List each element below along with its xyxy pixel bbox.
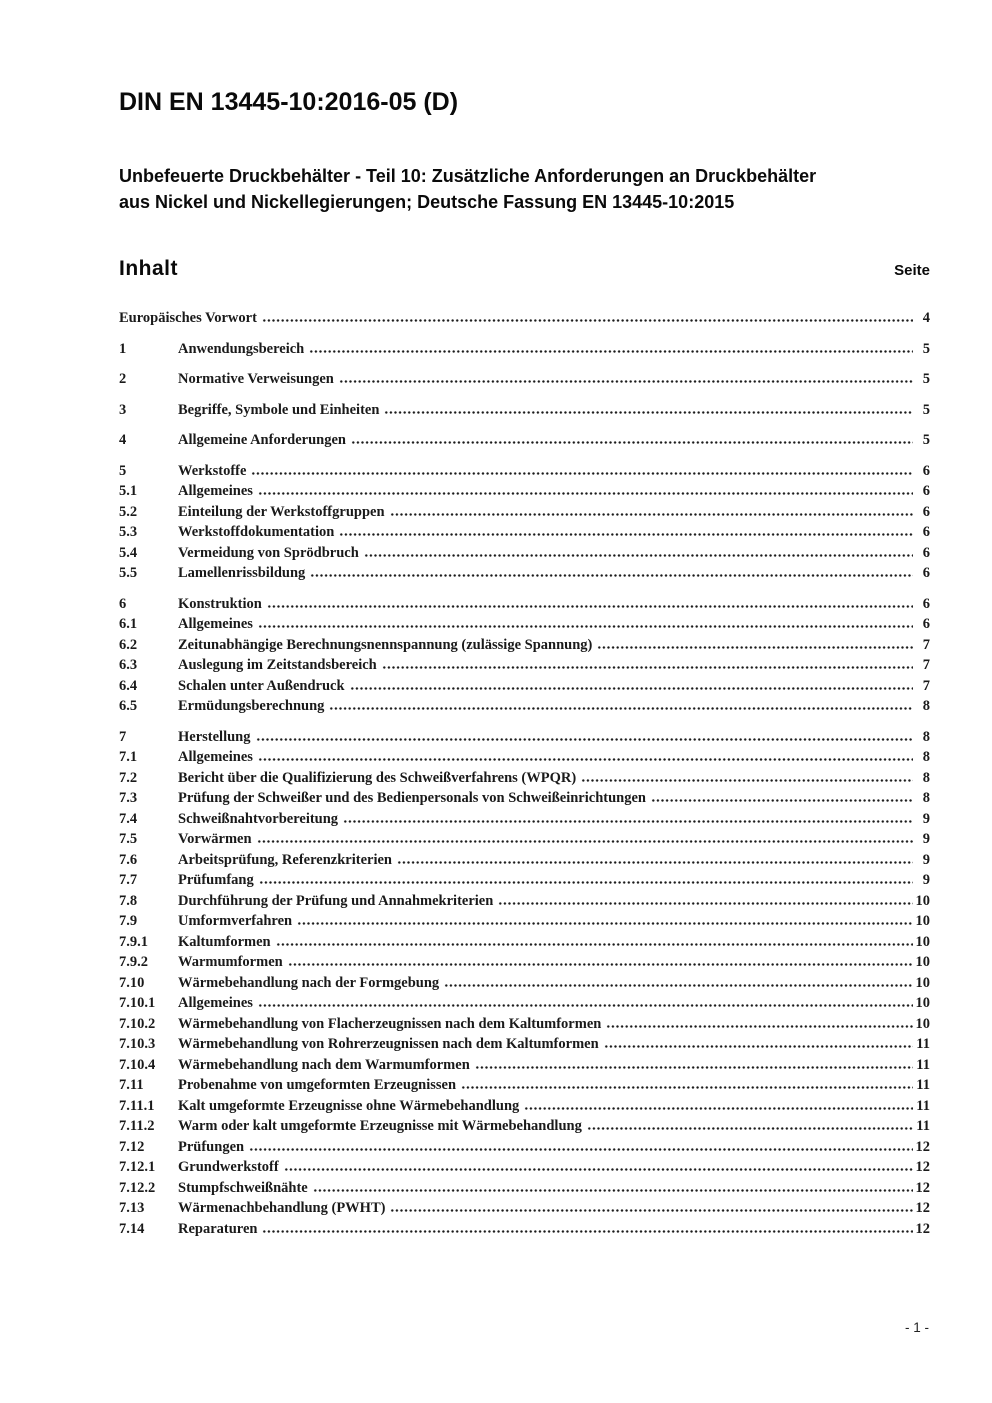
toc-entry	[119, 1157, 930, 1178]
toc-entry-number: 7.8	[119, 892, 138, 909]
toc-entry	[119, 696, 930, 717]
toc-entry-title: Wärmenachbehandlung (PWHT)	[178, 1200, 386, 1216]
toc-entry-number: 7.2	[119, 769, 138, 786]
dot-leader	[604, 1045, 913, 1048]
toc-entry	[119, 768, 930, 789]
toc-entry	[119, 522, 930, 543]
toc-entry-page: 11	[916, 1036, 930, 1052]
dot-leader	[276, 943, 913, 946]
toc-group	[119, 339, 930, 360]
toc-entry-title: Einteilung der Werkstoffgruppen	[178, 503, 385, 520]
toc-entry-title: Grundwerkstoff	[178, 1159, 279, 1175]
toc-entry-page: 10	[915, 1015, 930, 1032]
toc-entry-title: Anwendungsbereich	[178, 340, 305, 357]
toc-entry-number: 7.9.2	[119, 954, 148, 970]
toc-entry-number: 6.4	[119, 677, 138, 694]
dot-leader	[258, 1004, 913, 1007]
page-number-footer: - 1 -	[904, 1320, 929, 1335]
toc-entry-page: 7	[922, 636, 930, 653]
toc-entry-page: 6	[922, 595, 930, 612]
toc-entry	[119, 1219, 930, 1240]
toc-entry	[119, 1198, 930, 1219]
toc-entry-number: 2	[119, 371, 127, 387]
toc-entry	[119, 1096, 930, 1117]
toc-entry	[119, 809, 930, 830]
toc-entry-page: 12	[915, 1220, 930, 1237]
toc-entry-title: Allgemeines	[178, 749, 253, 765]
toc-entry-page: 5	[922, 401, 930, 418]
toc-entry-number: 7.10.1	[119, 995, 156, 1011]
toc-entry-title: Wärmebehandlung nach dem Warmumformen	[178, 1056, 470, 1073]
toc-entry-number: 3	[119, 401, 127, 418]
toc-entry-title: Probenahme von umgeformten Erzeugnissen	[178, 1077, 457, 1093]
toc-entry-page: 6	[922, 503, 930, 520]
toc-entry-title: Wärmebehandlung von Rohrerzeugnissen nach dem Kaltumformen	[178, 1036, 599, 1052]
toc-entry-number: 6.3	[119, 657, 138, 673]
toc-entry-title: Zeitunabhängige Berechnungsnennspannung (zulässige Spannung)	[178, 636, 593, 653]
toc-entry-page: 5	[922, 340, 930, 357]
toc-entry-number: 5	[119, 462, 127, 479]
toc-entry-number: 5.2	[119, 503, 138, 520]
toc-entry-number: 5.1	[119, 483, 138, 499]
toc-entry-page: 6	[922, 544, 930, 561]
toc-entry-number: 5.4	[119, 544, 138, 561]
dot-leader	[329, 707, 913, 710]
toc-entry-page: 7	[922, 657, 930, 673]
dot-leader	[524, 1107, 913, 1110]
toc-entry	[119, 563, 930, 584]
toc-entry-title: Warm oder kalt umgeformte Erzeugnisse mit Wärmebehandlung	[178, 1118, 582, 1134]
dot-leader	[297, 922, 912, 925]
toc-entry-page: 8	[922, 790, 930, 806]
dot-leader	[313, 1189, 913, 1192]
toc-entry	[119, 481, 930, 502]
toc-page-column-label: Seite	[894, 262, 930, 279]
dot-leader	[390, 513, 913, 516]
dot-leader	[258, 758, 913, 761]
toc-entry-number: 7.12	[119, 1138, 145, 1155]
dot-leader	[350, 687, 913, 690]
dot-leader	[587, 1127, 913, 1130]
toc-entry-title: Prüfung der Schweißer und des Bedienpersonals von Schweißeinrichtungen	[178, 790, 646, 806]
toc-entry-title: Allgemeines	[178, 483, 253, 499]
toc-entry-page: 12	[915, 1138, 930, 1155]
toc-entry-title: Wärmebehandlung nach der Formgebung	[178, 974, 440, 991]
toc-entry-page: 10	[915, 974, 930, 991]
toc-entry-number: 7.10.4	[119, 1056, 156, 1073]
toc-entry-title: Europäisches Vorwort	[119, 310, 257, 326]
toc-group	[119, 727, 930, 1240]
toc-entry-title: Warmumformen	[178, 954, 283, 970]
dot-leader	[461, 1086, 913, 1089]
dot-leader	[258, 625, 913, 628]
toc-entry-page: 10	[915, 954, 930, 970]
toc-group	[119, 430, 930, 451]
toc-entry-title: Werkstoffdokumentation	[178, 524, 335, 540]
dot-leader	[256, 738, 914, 741]
dot-leader	[475, 1066, 913, 1069]
toc-entry-title: Ermüdungsberechnung	[178, 698, 325, 714]
toc-entry-page: 11	[916, 1077, 930, 1093]
toc-entry-page: 6	[922, 483, 930, 499]
toc-entry-title: Werkstoffe	[178, 462, 247, 479]
toc-entry	[119, 635, 930, 656]
toc-entry-number: 1	[119, 340, 127, 357]
toc-header	[119, 257, 930, 281]
dot-leader	[498, 902, 912, 905]
toc-entry	[119, 308, 930, 329]
toc-entry	[119, 829, 930, 850]
toc-entry-number: 6.2	[119, 636, 138, 653]
dot-leader	[651, 799, 913, 802]
toc-entry	[119, 430, 930, 451]
toc-entry-page: 7	[922, 677, 930, 694]
toc-entry	[119, 891, 930, 912]
toc-entry-title: Vorwärmen	[178, 831, 252, 847]
toc-entry-number: 5.3	[119, 524, 138, 540]
toc-entry	[119, 870, 930, 891]
toc-entry-page: 4	[922, 310, 930, 326]
toc-entry-number: 7.14	[119, 1220, 145, 1237]
toc-entry-number: 7.10.2	[119, 1015, 156, 1032]
toc-entry	[119, 911, 930, 932]
toc-entry-page: 9	[922, 810, 930, 827]
toc-entry-title: Normative Verweisungen	[178, 371, 334, 387]
toc-entry-number: 7.11.2	[119, 1118, 155, 1134]
toc-entry-page: 8	[922, 769, 930, 786]
dot-leader	[581, 779, 913, 782]
toc-entry	[119, 1075, 930, 1096]
toc-entry	[119, 1137, 930, 1158]
toc-entry	[119, 339, 930, 360]
toc-entry	[119, 1014, 930, 1035]
toc-entry-number: 6.1	[119, 616, 138, 632]
toc-entry-title: Lamellenrissbildung	[178, 565, 306, 581]
toc-entry-number: 7.1	[119, 749, 138, 765]
toc-entry-number: 7.11	[119, 1077, 144, 1093]
dot-leader	[288, 963, 913, 966]
toc-entry-page: 8	[922, 728, 930, 745]
toc-group	[119, 400, 930, 421]
toc-entry-number: 6.5	[119, 698, 138, 714]
toc-entry-page: 5	[922, 371, 930, 387]
toc-entry-page: 12	[915, 1179, 930, 1196]
toc-entry	[119, 614, 930, 635]
toc-entry-page: 8	[922, 698, 930, 714]
toc-entry	[119, 747, 930, 768]
toc-entry-page: 6	[922, 462, 930, 479]
toc-entry-title: Prüfungen	[178, 1138, 245, 1155]
toc-entry-title: Reparaturen	[178, 1220, 258, 1237]
dot-leader	[257, 840, 913, 843]
toc-group	[119, 369, 930, 390]
toc-entry-number: 7.12.1	[119, 1159, 156, 1175]
dot-leader	[309, 350, 913, 353]
toc-entry-page: 11	[916, 1056, 930, 1073]
dot-leader	[339, 533, 913, 536]
dot-leader	[397, 861, 913, 864]
dot-leader	[339, 380, 913, 383]
toc-entry	[119, 400, 930, 421]
toc-entry-number: 7.11.1	[119, 1097, 155, 1114]
toc-entry-number: 7.13	[119, 1200, 145, 1216]
toc-entry	[119, 594, 930, 615]
dot-leader	[384, 411, 913, 414]
toc-entry	[119, 655, 930, 676]
dot-leader	[267, 605, 913, 608]
toc-entry-title: Durchführung der Prüfung und Annahmekriterien	[178, 892, 494, 909]
dot-leader	[351, 441, 913, 444]
toc-group	[119, 594, 930, 717]
toc-entry-page: 10	[915, 995, 930, 1011]
dot-leader	[606, 1025, 912, 1028]
toc-entry-title: Allgemeines	[178, 616, 253, 632]
toc-entry-page: 12	[915, 1200, 930, 1216]
toc-entry-number: 7.10.3	[119, 1036, 156, 1052]
dot-leader	[310, 574, 913, 577]
toc-entry-page: 10	[915, 913, 930, 929]
toc-entry	[119, 369, 930, 390]
toc-entry	[119, 973, 930, 994]
toc-entry	[119, 932, 930, 953]
document-code: DIN EN 13445-10:2016-05 (D)	[119, 88, 459, 116]
toc-group	[119, 461, 930, 584]
toc-entry-title: Prüfumfang	[178, 872, 254, 888]
toc-entry-number: 7.7	[119, 872, 138, 888]
toc-heading: Inhalt	[119, 257, 178, 280]
toc-entry-page: 5	[922, 432, 930, 448]
document-subtitle	[119, 163, 930, 215]
toc-entry-title: Wärmebehandlung von Flacherzeugnissen nach dem Kaltumformen	[178, 1015, 602, 1032]
toc-entry-title: Schweißnahtvorbereitung	[178, 810, 339, 827]
toc-entry-title: Konstruktion	[178, 595, 262, 612]
toc-entry	[119, 727, 930, 748]
toc-entry	[119, 502, 930, 523]
dot-leader	[444, 984, 912, 987]
toc-entry	[119, 461, 930, 482]
toc-entry	[119, 850, 930, 871]
toc-entry-title: Kaltumformen	[178, 933, 271, 950]
toc-entry-number: 7.6	[119, 851, 138, 868]
toc-entry-page: 11	[916, 1118, 930, 1134]
toc-entry-page: 6	[922, 524, 930, 540]
dot-leader	[251, 472, 913, 475]
document-subtitle-line2: aus Nickel und Nickellegierungen; Deutsche Fassung EN 13445-10:2015	[119, 192, 735, 212]
dot-leader	[249, 1148, 912, 1151]
toc-entry-title: Auslegung im Zeitstandsbereich	[178, 657, 377, 673]
toc-entry-title: Umformverfahren	[178, 913, 293, 929]
dot-leader	[284, 1168, 913, 1171]
toc-group	[119, 308, 930, 329]
toc-entry-number: 7.10	[119, 974, 145, 991]
toc-entry-title: Arbeitsprüfung, Referenzkriterien	[178, 851, 392, 868]
toc-entry	[119, 952, 930, 973]
dot-leader	[390, 1209, 912, 1212]
document-subtitle-line1: Unbefeuerte Druckbehälter - Teil 10: Zusätzliche Anforderungen an Druckbehälter	[119, 166, 817, 186]
dot-leader	[364, 554, 913, 557]
dot-leader	[382, 666, 913, 669]
toc-entry-number: 7.3	[119, 790, 138, 806]
toc-entry-title: Begriffe, Symbole und Einheiten	[178, 401, 380, 418]
dot-leader	[262, 1230, 912, 1233]
toc-entry-number: 7.12.2	[119, 1179, 156, 1196]
toc-entry-title: Allgemeine Anforderungen	[178, 432, 346, 448]
toc-entry-title: Stumpfschweißnähte	[178, 1179, 308, 1196]
toc-entry-title: Kalt umgeformte Erzeugnisse ohne Wärmebehandlung	[178, 1097, 520, 1114]
toc-entry	[119, 1116, 930, 1137]
toc-entry-number: 7.5	[119, 831, 138, 847]
toc-entry-title: Schalen unter Außendruck	[178, 677, 345, 694]
toc-entry-title: Herstellung	[178, 728, 251, 745]
toc-entry	[119, 1055, 930, 1076]
toc-entry-page: 9	[922, 872, 930, 888]
toc-entry-number: 7.4	[119, 810, 138, 827]
table-of-contents	[119, 308, 930, 1239]
toc-entry-page: 12	[915, 1159, 930, 1175]
toc-entry-page: 9	[922, 851, 930, 868]
toc-entry-page: 9	[922, 831, 930, 847]
toc-entry-page: 6	[922, 616, 930, 632]
toc-entry-number: 7	[119, 728, 127, 745]
toc-entry-page: 6	[922, 565, 930, 581]
toc-entry	[119, 676, 930, 697]
toc-entry-number: 6	[119, 595, 127, 612]
toc-entry-page: 11	[916, 1097, 930, 1114]
toc-entry-title: Allgemeines	[178, 995, 253, 1011]
toc-entry-page: 10	[915, 892, 930, 909]
toc-entry	[119, 1034, 930, 1055]
dot-leader	[259, 881, 913, 884]
toc-entry-number: 7.9.1	[119, 933, 148, 950]
dot-leader	[262, 319, 913, 322]
toc-entry-title: Bericht über die Qualifizierung des Schweißverfahrens (WPQR)	[178, 769, 577, 786]
toc-entry	[119, 543, 930, 564]
toc-entry-number: 4	[119, 432, 127, 448]
toc-entry-number: 5.5	[119, 565, 138, 581]
toc-entry-title: Vermeidung von Sprödbruch	[178, 544, 359, 561]
toc-entry	[119, 993, 930, 1014]
dot-leader	[597, 646, 913, 649]
dot-leader	[343, 820, 913, 823]
toc-entry-page: 8	[922, 749, 930, 765]
toc-entry-page: 10	[915, 933, 930, 950]
toc-entry-number: 7.9	[119, 913, 138, 929]
dot-leader	[258, 492, 913, 495]
toc-entry	[119, 788, 930, 809]
toc-entry	[119, 1178, 930, 1199]
